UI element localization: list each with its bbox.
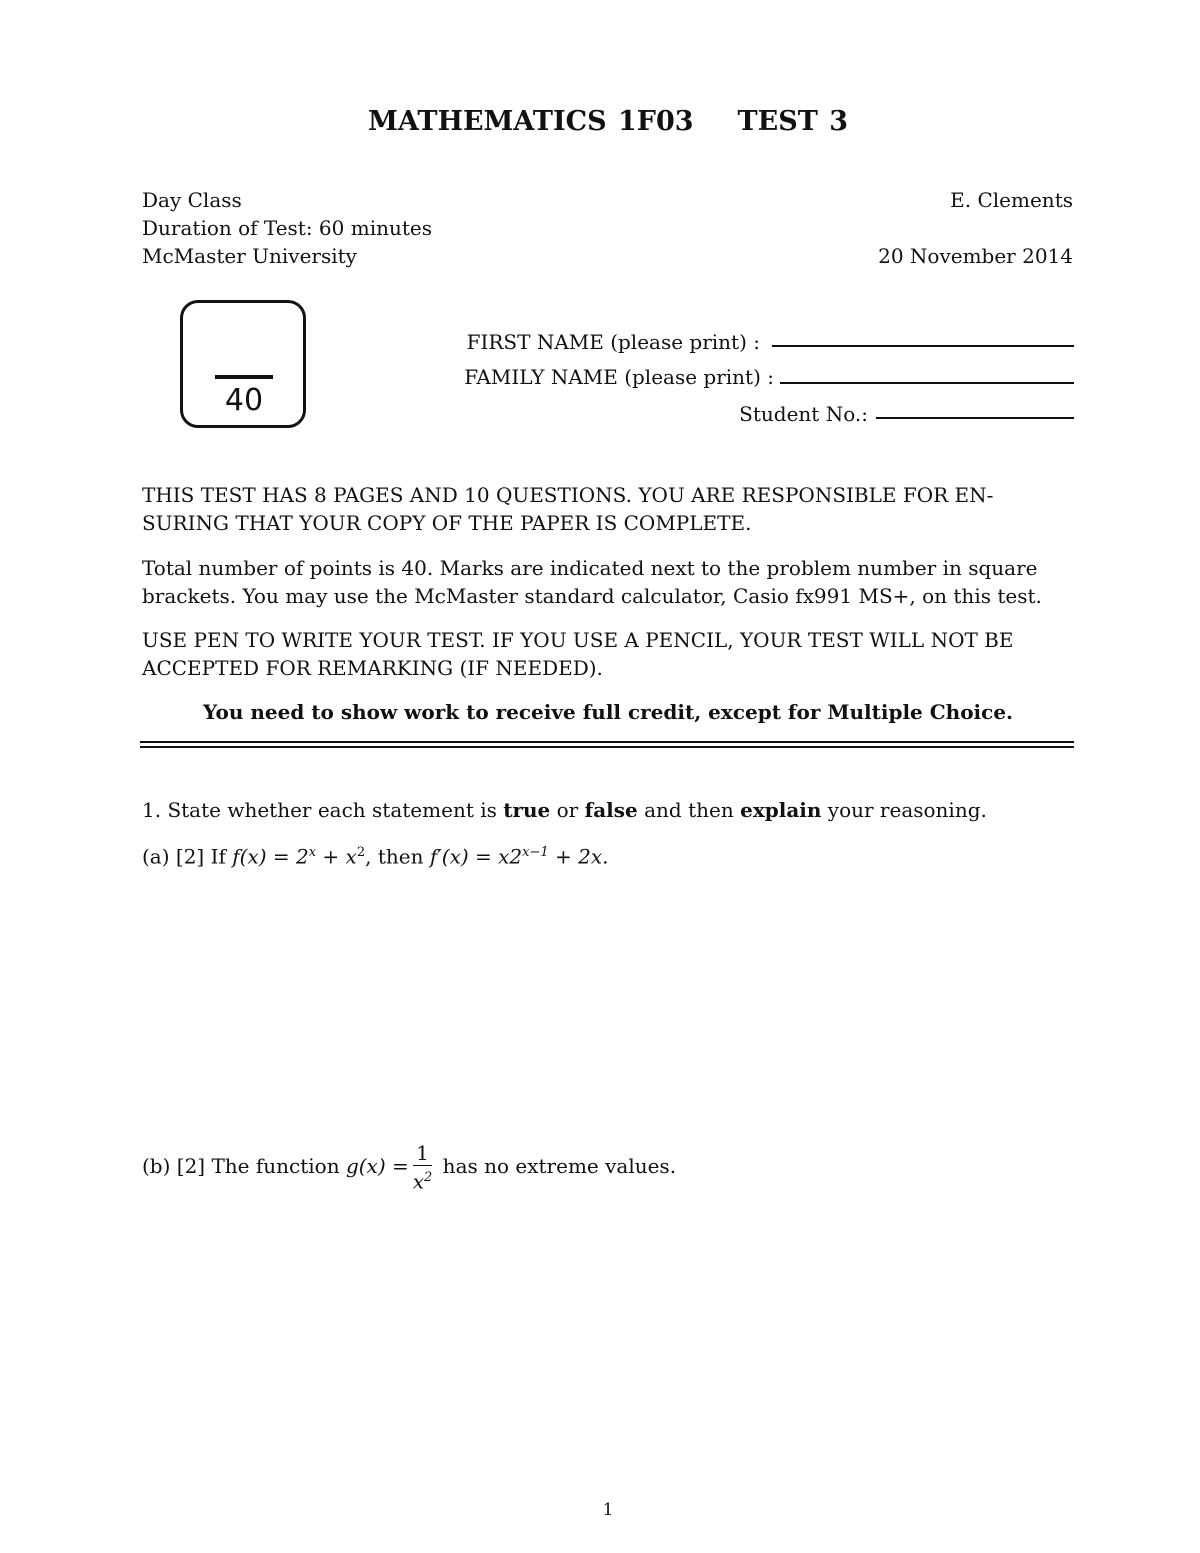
family-name-field[interactable] xyxy=(780,382,1074,384)
exam-title xyxy=(0,106,1200,137)
f-prime-expression: f′(x) = x2 xyxy=(429,844,523,869)
score-total: 40 xyxy=(224,383,264,418)
date-label: 20 November 2014 xyxy=(878,244,1073,268)
first-name-field[interactable] xyxy=(772,345,1074,347)
question-1a: (a) [2] If $f(x) = 2^x + x^2$, then $f'(x) = x2^{x-1} + 2x$. xyxy=(142,844,609,869)
score-box xyxy=(180,300,306,428)
pen-notice: USE PEN TO WRITE YOUR TEST. IF YOU USE A PENCIL, YOUR TEST WILL NOT BE ACCEPTED FOR REMARKING (IF NEEDED). xyxy=(142,628,1014,680)
divider-top xyxy=(140,741,1074,743)
course-title: MATHEMATICS 1F03 xyxy=(368,106,694,137)
score-blank-line xyxy=(215,375,273,379)
g-expression: g(x) = xyxy=(345,1154,409,1178)
class-label: Day Class xyxy=(142,188,242,212)
pages-notice: THIS TEST HAS 8 PAGES AND 10 QUESTIONS. YOU ARE RESPONSIBLE FOR EN-SURING THAT YOUR COPY OF THE PAPER IS COMPLETE. xyxy=(142,483,994,535)
fraction-one-over-x-squared: $\frac{1}{x^2}$ xyxy=(412,1141,433,1194)
false-word: false xyxy=(584,798,638,822)
family-name-label: FAMILY NAME (please print) : xyxy=(464,365,774,389)
question-1-intro: 1. State whether each statement is true or false and then explain your reasoning. xyxy=(142,798,987,822)
page-number: 1 xyxy=(602,1500,614,1520)
student-no-label: Student No.: xyxy=(739,402,868,426)
explain-word: explain xyxy=(740,798,822,822)
test-title: TEST 3 xyxy=(737,106,848,137)
points-notice: Total number of points is 40. Marks are indicated next to the problem number in square brackets. You may use the McMaster standard calculator, Casio fx991 MS+, on this test. xyxy=(142,556,1042,608)
university-label: McMaster University xyxy=(142,244,357,268)
work-notice: You need to show work to receive full credit, except for Multiple Choice. xyxy=(202,700,1014,724)
duration-label: Duration of Test: 60 minutes xyxy=(142,216,432,240)
student-no-field[interactable] xyxy=(876,417,1074,419)
f-expression: f(x) = 2 xyxy=(232,844,309,869)
instructor-label: E. Clements xyxy=(950,188,1073,212)
question-1b: (b) [2] The function g(x) = $\frac{1}{x^2}$ has no extreme values. xyxy=(142,1141,677,1194)
first-name-label: FIRST NAME (please print) : xyxy=(466,330,760,354)
divider-bottom xyxy=(140,746,1074,748)
true-word: true xyxy=(503,798,551,822)
